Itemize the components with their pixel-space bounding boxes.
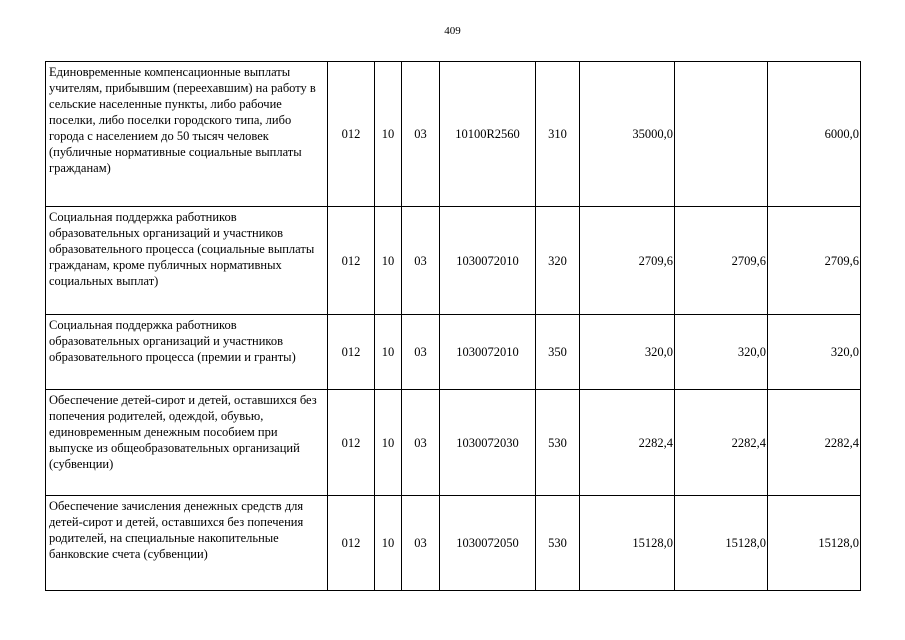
amount-year-3: 15128,0 bbox=[768, 496, 861, 591]
budget-table bbox=[45, 61, 861, 591]
target-article-code: 1030072030 bbox=[440, 390, 536, 496]
section-code: 10 bbox=[375, 315, 402, 390]
row-description: Единовременные компенсационные выплаты учителям, прибывшим (переехавшим) на работу в сельские населенные пункты, либо рабочие поселки, либо поселки городского типа, либо города с населением до 50 тысяч человек (публичные нормативные социальные выплаты гражданам) bbox=[46, 62, 328, 207]
amount-year-2: 2709,6 bbox=[675, 207, 768, 315]
subsection-code: 03 bbox=[402, 315, 440, 390]
amount-year-1: 35000,0 bbox=[580, 62, 675, 207]
section-code: 10 bbox=[375, 207, 402, 315]
section-code: 10 bbox=[375, 62, 402, 207]
amount-year-2: 320,0 bbox=[675, 315, 768, 390]
expense-type-code: 310 bbox=[536, 62, 580, 207]
ministry-code: 012 bbox=[328, 62, 375, 207]
amount-year-2: 2282,4 bbox=[675, 390, 768, 496]
target-article-code: 1030072050 bbox=[440, 496, 536, 591]
subsection-code: 03 bbox=[402, 496, 440, 591]
amount-year-3: 2282,4 bbox=[768, 390, 861, 496]
section-code: 10 bbox=[375, 496, 402, 591]
ministry-code: 012 bbox=[328, 390, 375, 496]
row-description: Обеспечение детей-сирот и детей, оставшихся без попечения родителей, одеждой, обувью, единовременным денежным пособием при выпуске из общеобразовательных организаций (субвенции) bbox=[46, 390, 328, 496]
ministry-code: 012 bbox=[328, 315, 375, 390]
table-row bbox=[46, 315, 861, 390]
amount-year-1: 320,0 bbox=[580, 315, 675, 390]
table-row bbox=[46, 207, 861, 315]
amount-year-3: 6000,0 bbox=[768, 62, 861, 207]
amount-year-3: 2709,6 bbox=[768, 207, 861, 315]
amount-year-2 bbox=[675, 62, 768, 207]
section-code: 10 bbox=[375, 390, 402, 496]
row-description: Социальная поддержка работников образовательных организаций и участников образовательного процесса (социальные выплаты гражданам, кроме публичных нормативных социальных выплат) bbox=[46, 207, 328, 315]
table-row bbox=[46, 496, 861, 591]
expense-type-code: 320 bbox=[536, 207, 580, 315]
expense-type-code: 350 bbox=[536, 315, 580, 390]
ministry-code: 012 bbox=[328, 496, 375, 591]
table-row bbox=[46, 390, 861, 496]
expense-type-code: 530 bbox=[536, 496, 580, 591]
subsection-code: 03 bbox=[402, 207, 440, 315]
subsection-code: 03 bbox=[402, 390, 440, 496]
row-description: Обеспечение зачисления денежных средств для детей-сирот и детей, оставшихся без попечения родителей, на специальные накопительные банковские счета (субвенции) bbox=[46, 496, 328, 591]
amount-year-1: 2282,4 bbox=[580, 390, 675, 496]
target-article-code: 1030072010 bbox=[440, 315, 536, 390]
expense-type-code: 530 bbox=[536, 390, 580, 496]
amount-year-3: 320,0 bbox=[768, 315, 861, 390]
table-row bbox=[46, 62, 861, 207]
subsection-code: 03 bbox=[402, 62, 440, 207]
ministry-code: 012 bbox=[328, 207, 375, 315]
amount-year-2: 15128,0 bbox=[675, 496, 768, 591]
amount-year-1: 15128,0 bbox=[580, 496, 675, 591]
amount-year-1: 2709,6 bbox=[580, 207, 675, 315]
target-article-code: 1030072010 bbox=[440, 207, 536, 315]
target-article-code: 10100R2560 bbox=[440, 62, 536, 207]
row-description: Социальная поддержка работников образовательных организаций и участников образовательного процесса (премии и гранты) bbox=[46, 315, 328, 390]
page-number: 409 bbox=[444, 25, 461, 37]
